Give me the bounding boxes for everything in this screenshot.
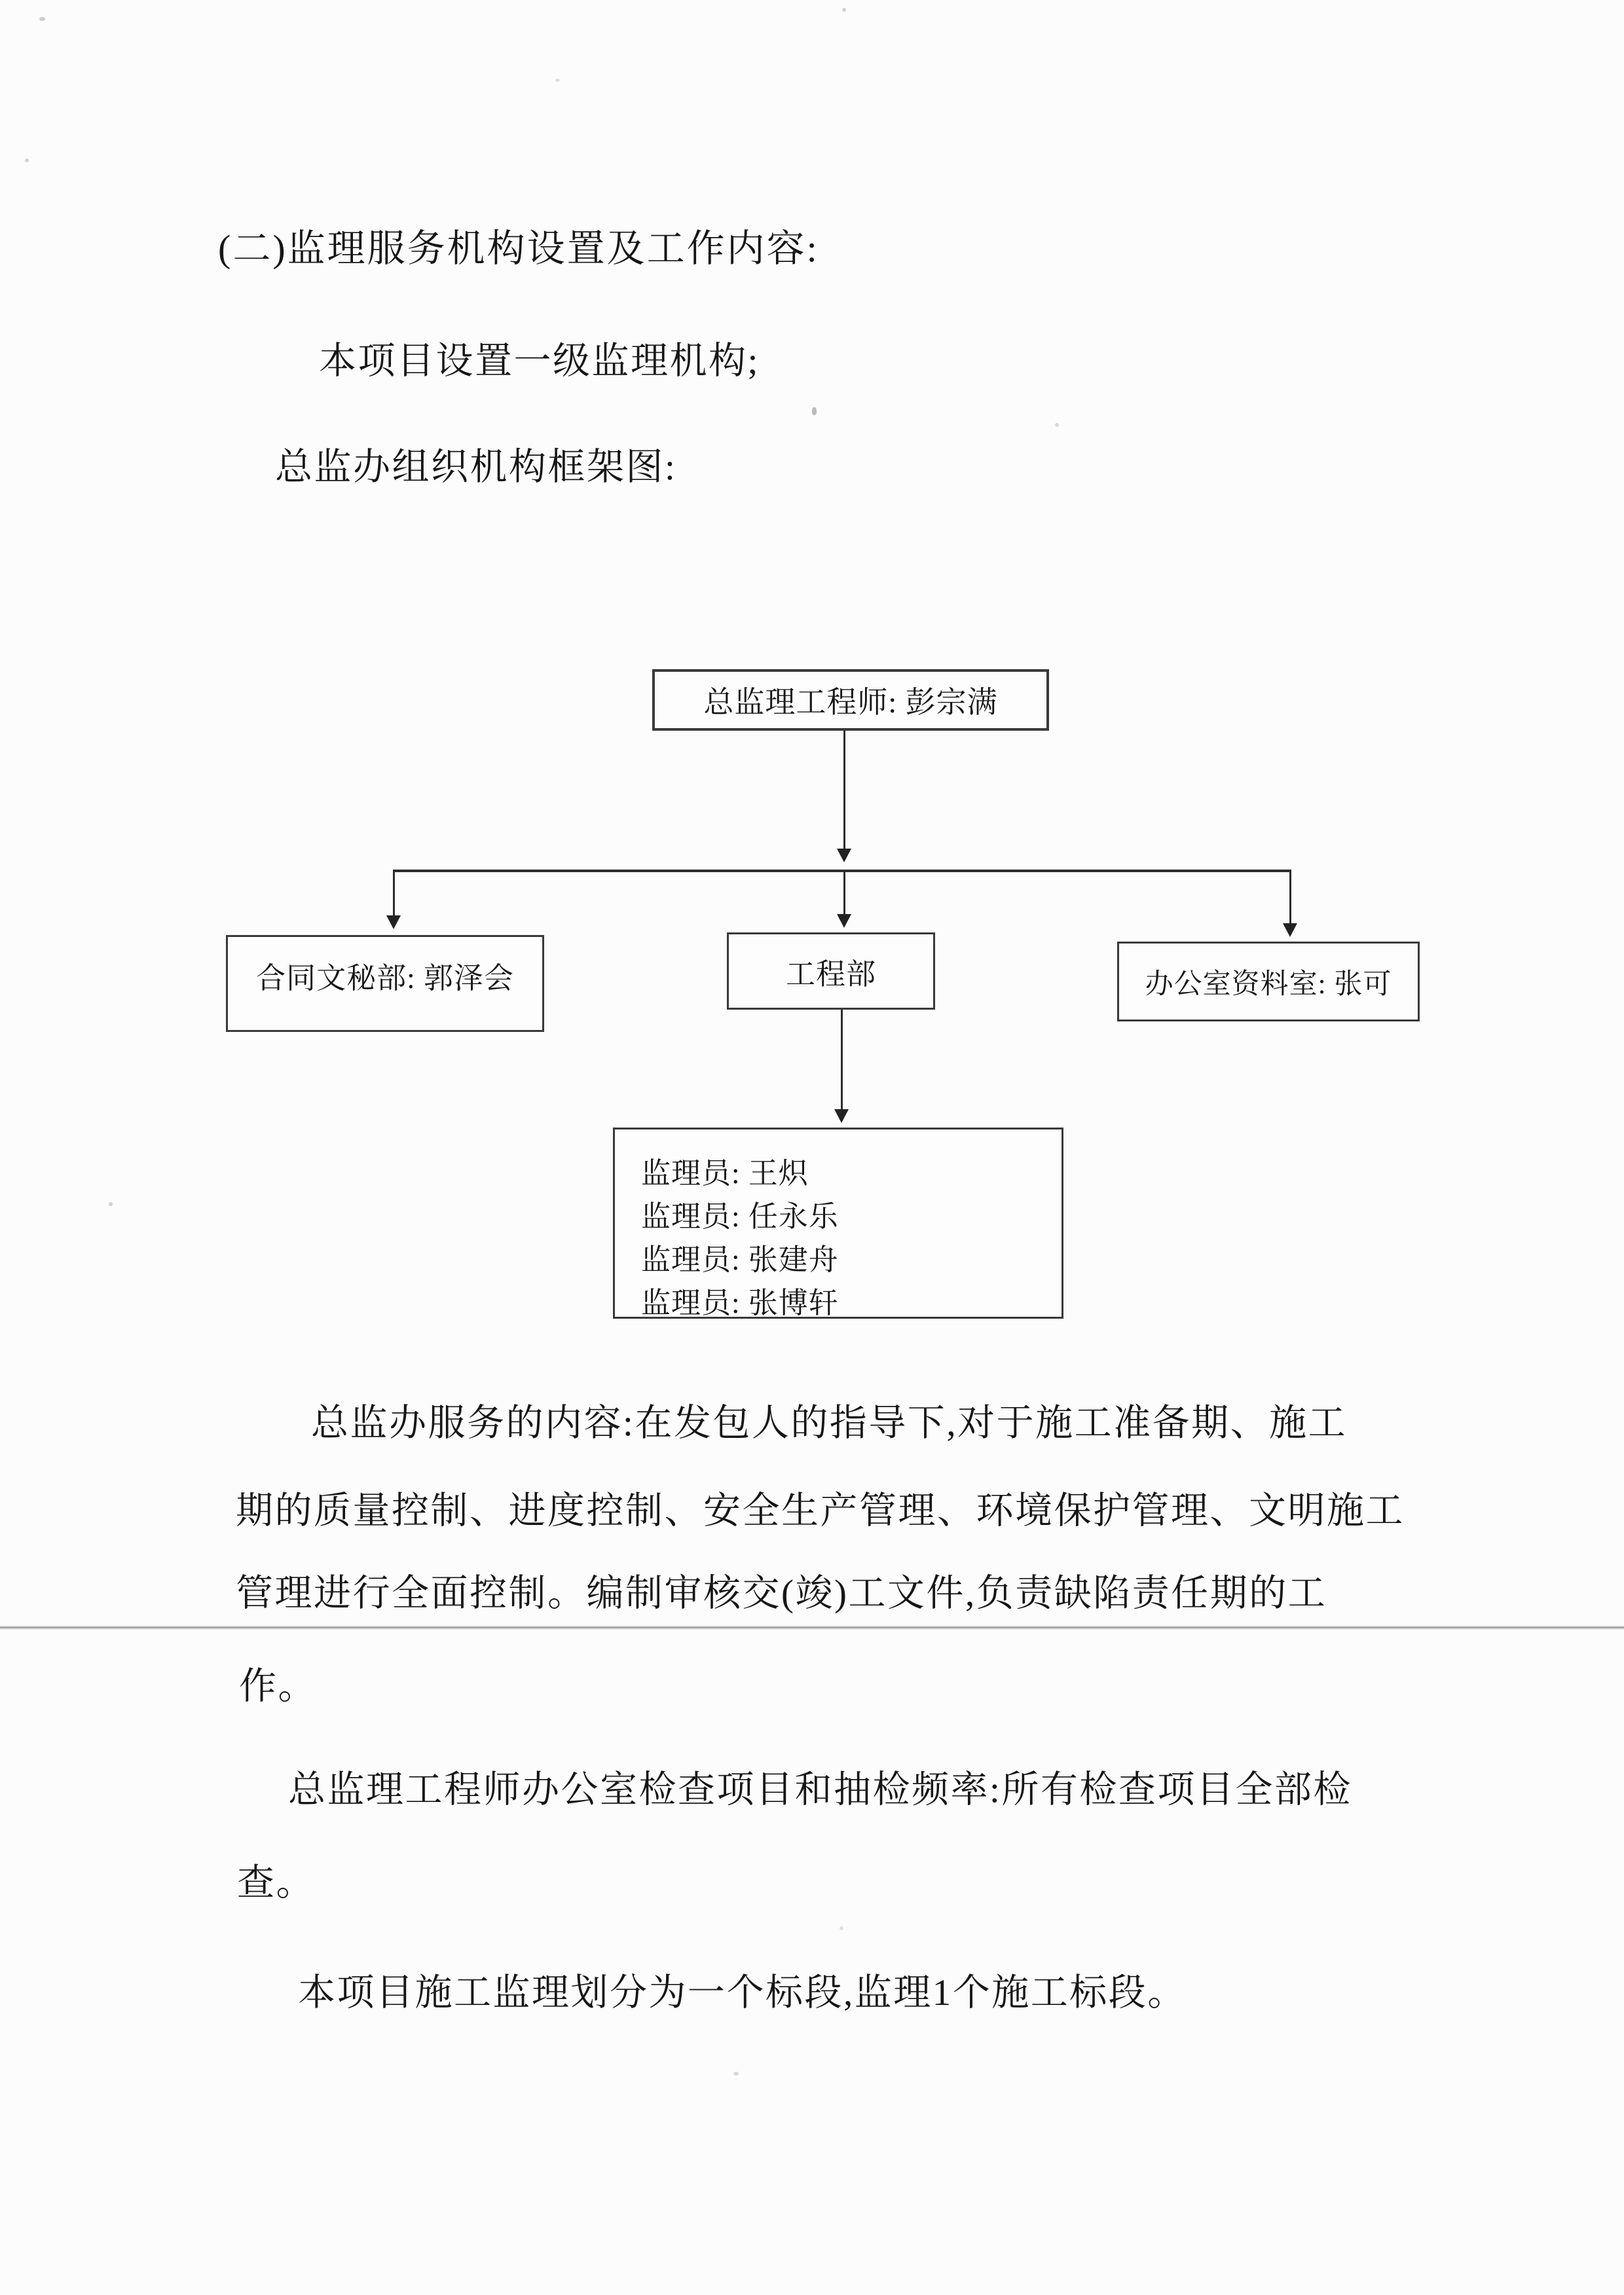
connector-right-drop xyxy=(1289,871,1291,923)
body-paragraph-line: 期的质量控制、进度控制、安全生产管理、环境保护管理、文明施工 xyxy=(236,1490,1405,1532)
org-box-contract-dept xyxy=(226,935,544,1032)
body-paragraph-line: 本项目施工监理划分为一个标段,监理1个施工标段。 xyxy=(298,1972,1187,2013)
org-box-supervisors xyxy=(613,1128,1063,1319)
org-box-chief-engineer xyxy=(652,669,1049,731)
scan-speck xyxy=(840,1926,843,1930)
body-paragraph-line: 作。 xyxy=(239,1666,317,1707)
connector-engineering-arrowhead xyxy=(834,1109,849,1123)
intro-line-1: 本项目设置一级监理机构; xyxy=(319,340,760,382)
section-heading: (二)监理服务机构设置及工作内容: xyxy=(218,227,819,270)
supervisor-item: 监理员: 任永乐 xyxy=(641,1200,839,1233)
scan-speck xyxy=(1055,423,1059,427)
supervisor-item: 监理员: 张建舟 xyxy=(641,1243,839,1276)
connector-left-drop xyxy=(393,871,395,915)
intro-line-2: 总监办组织机构框架图: xyxy=(275,447,677,488)
connector-middle-arrowhead xyxy=(837,914,851,928)
connector-root-stem xyxy=(843,731,845,850)
org-box-office-archive xyxy=(1117,942,1420,1021)
scan-speck xyxy=(733,2072,739,2076)
body-paragraph-line: 管理进行全面控制。编制审核交(竣)工文件,负责缺陷责任期的工 xyxy=(236,1573,1327,1614)
body-paragraph-line: 查。 xyxy=(237,1862,315,1903)
scan-artifact-line xyxy=(0,1625,1624,1630)
org-box-chief-engineer-label: 总监理工程师: 彭宗满 xyxy=(703,686,998,719)
body-paragraph-line: 总监办服务的内容:在发包人的指导下,对于施工准备期、施工 xyxy=(311,1403,1348,1444)
org-box-contract-dept-label: 合同文秘部: 郭泽会 xyxy=(256,962,514,995)
connector-middle-drop xyxy=(843,871,845,914)
connector-right-arrowhead xyxy=(1283,923,1297,937)
scan-speck xyxy=(812,407,817,415)
org-box-engineering-dept-label: 工程部 xyxy=(785,958,876,991)
org-box-office-archive-label: 办公室资料室: 张可 xyxy=(1145,968,1392,1000)
scan-speck xyxy=(842,8,846,12)
scan-speck xyxy=(109,1202,113,1206)
org-box-engineering-dept xyxy=(727,932,935,1010)
supervisor-item: 监理员: 王炽 xyxy=(641,1157,809,1190)
body-paragraph-line: 总监理工程师办公室检查项目和抽检频率:所有检查项目全部检 xyxy=(288,1769,1352,1810)
connector-rail xyxy=(393,870,1291,872)
scan-speck xyxy=(25,158,29,162)
scan-speck xyxy=(39,17,45,21)
connector-left-arrowhead xyxy=(386,915,401,929)
scan-speck xyxy=(555,79,560,82)
connector-root-arrowhead xyxy=(837,849,851,862)
connector-engineering-stem xyxy=(841,1010,843,1109)
supervisor-item: 监理员: 张博轩 xyxy=(641,1287,839,1319)
